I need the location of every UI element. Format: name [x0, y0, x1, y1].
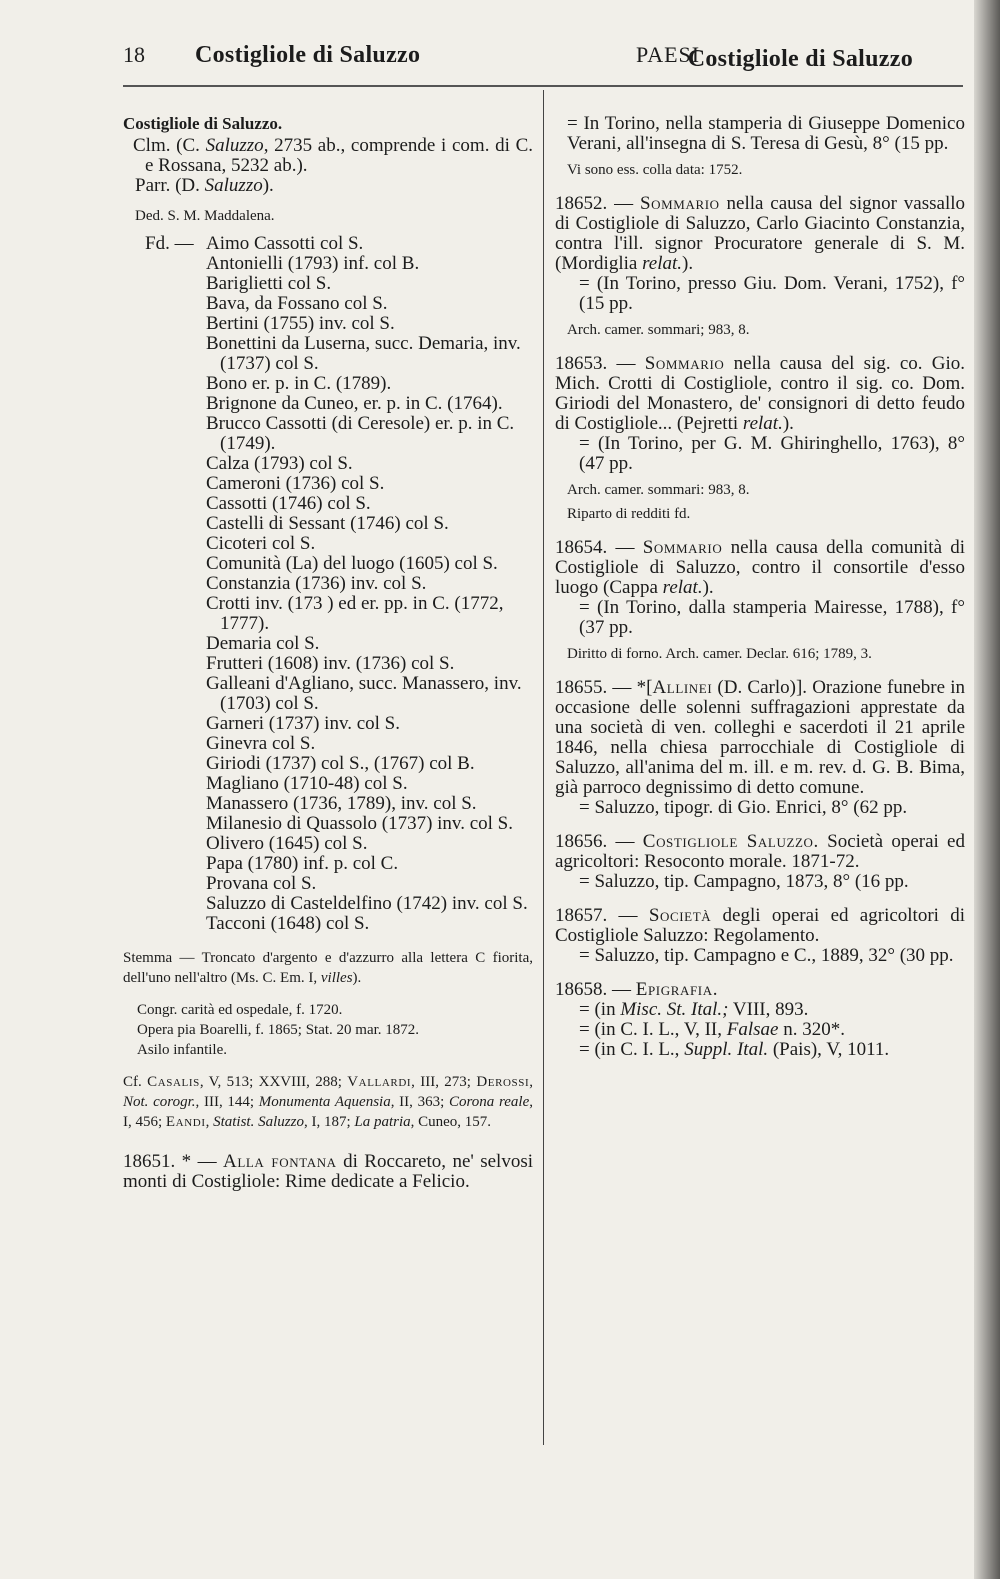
- stemma-paragraph: [123, 948, 533, 988]
- ref-text: , I, 187;: [303, 1114, 355, 1130]
- entry-heading: Epigrafia.: [635, 979, 719, 1000]
- ref-title: La patria: [354, 1114, 411, 1130]
- entry-18653-note: Riparto di redditi fd.: [567, 506, 691, 522]
- list-item: Demaria col S.: [206, 633, 320, 654]
- ref-text: , V, 513; XXVIII, 288;: [199, 1074, 348, 1090]
- entry-18651: [123, 1152, 533, 1192]
- list-item: Saluzzo di Casteldelfino (1742) inv. col S.: [206, 893, 528, 914]
- entry-end: ).: [782, 413, 794, 434]
- header-section: PAESI: [636, 42, 701, 67]
- entry-18654-note: Diritto di forno. Arch. camer. Declar. 616; 1789, 3.: [567, 646, 872, 662]
- entry-number: 18653. —: [555, 353, 645, 374]
- entry-18653-note: Arch. camer. sommari: 983, 8.: [567, 482, 750, 498]
- entry-text: di Roccareto, ne' selvosi monti di Costigliole: Rime dedicate a Felicio.: [123, 1151, 534, 1192]
- line-text: (Pais), V, 1011.: [768, 1039, 890, 1060]
- list-item: Olivero (1645) col S.: [206, 833, 368, 854]
- congr-line: Congr. carità ed ospedale, f. 1720.: [137, 1002, 343, 1018]
- list-item: Bariglietti col S.: [206, 273, 332, 294]
- list-item: Crotti inv. (173 ) ed er. pp. in C. (1772, 1777).: [206, 593, 504, 634]
- ref-title: Monumenta Aquensia: [258, 1094, 391, 1110]
- entry-heading: Società: [648, 905, 712, 926]
- ref-title: Not. corogr.: [123, 1094, 196, 1110]
- parr-line: [123, 176, 533, 196]
- parr-text: Parr. (D.: [135, 175, 205, 196]
- column-divider: [543, 90, 544, 1445]
- list-item: Ginevra col S.: [206, 733, 316, 754]
- clm-line: [123, 136, 533, 176]
- list-item: Cassotti (1746) col S.: [206, 493, 371, 514]
- ref-text: , III, 273;: [411, 1074, 477, 1090]
- entry-end: ).: [682, 253, 694, 274]
- line-text: = (in C. I. L., V, II,: [579, 1019, 727, 1040]
- entry-italic: relat.: [662, 577, 703, 598]
- ref-text: ,: [205, 1114, 214, 1130]
- entry-number: 18657. —: [555, 905, 649, 926]
- entry-18652-note: Arch. camer. sommari; 983, 8.: [567, 322, 750, 338]
- parr-italic: Saluzzo: [204, 175, 263, 196]
- entry-italic: relat.: [642, 253, 683, 274]
- clm-second: i com. di C. e Rossana, 5232 ab.).: [145, 135, 534, 176]
- line-italic: Suppl. Ital.: [684, 1039, 769, 1060]
- entry-18653: [555, 354, 965, 434]
- continued-entry-pub: = In Torino, nella stamperia di Giuseppe Domenico Verani, all'insegna di S. Teresa di Gesù, 8° (15 pp.: [567, 113, 965, 154]
- entry-heading: Costigliole Saluzzo.: [642, 831, 819, 852]
- list-item: Tacconi (1648) col S.: [206, 913, 370, 934]
- entry-end: ).: [702, 577, 714, 598]
- clm-text: Clm. (C.: [133, 135, 206, 156]
- references-paragraph: [123, 1072, 533, 1132]
- list-item: Manassero (1736, 1789), inv. col S.: [206, 793, 477, 814]
- entry-18658: [555, 980, 965, 1000]
- entry-18654-pub: = (In Torino, dalla stamperia Mairesse, 1788), f° (37 pp.: [579, 597, 965, 638]
- entry-number: 18654. —: [555, 537, 643, 558]
- list-item: Constanzia (1736) inv. col S.: [206, 573, 427, 594]
- parr-end: ).: [262, 175, 274, 196]
- line-text: = (in: [579, 999, 621, 1020]
- entry-text: (D. Carlo)]. Orazione funebre in occasione delle solenni suffragazioni apprestate da una società di ven. colleghi e sacerdoti il 21 aprile 1846, nella chiesa parrocchiale di Costigliole di Saluzzo, all'anima del m. ill. e m. rev. d. G. B. Bima, già parroco degnissimo di detto comune.: [555, 677, 966, 798]
- list-item: Garneri (1737) inv. col S.: [206, 713, 400, 734]
- place-title: Costigliole di Saluzzo.: [123, 114, 283, 133]
- feudatari-list: [123, 234, 533, 934]
- entry-18657: [555, 906, 965, 946]
- list-item: Milanesio di Quassolo (1737) inv. col S.: [206, 813, 513, 834]
- ref-text: , Cuneo, 157.: [410, 1114, 492, 1130]
- entry-18657-pub: = Saluzzo, tip. Campagno e C., 1889, 32° (30 pp.: [579, 945, 954, 966]
- line-italic: Misc. St. Ital.;: [620, 999, 729, 1020]
- right-column: [555, 114, 965, 1060]
- list-item: Calza (1793) col S.: [206, 453, 353, 474]
- list-item: Galleani d'Agliano, succ. Manassero, inv. (1703) col S.: [206, 673, 522, 714]
- line-text: VIII, 893.: [728, 999, 809, 1020]
- entry-number: 18656. —: [555, 831, 643, 852]
- list-item: Provana col S.: [206, 873, 317, 894]
- entry-18656-pub: = Saluzzo, tip. Campagno, 1873, 8° (16 pp.: [579, 871, 909, 892]
- stemma-text: Stemma — Troncato d'argento e d'azzurro alla lettera C fiorita, dell'uno nell'altro (Ms. C. Em. I,: [123, 950, 533, 986]
- entry-text: degli operai ed agricoltori di Costigliole Saluzzo: Regolamento.: [555, 905, 966, 946]
- entry-number: 18658. —: [555, 979, 636, 1000]
- entry-text: nella causa del sig. co. Gio. Mich. Crotti di Costigliole, contro il sig. co. Dom. Giriodi del Monastero, de' consignori di detto feudo di Costigliole... (Pejretti: [555, 353, 966, 434]
- ref-text: , I, 456;: [123, 1094, 533, 1130]
- entry-18652: [555, 194, 965, 274]
- clm-rest: , 2735 ab., comprende: [263, 135, 436, 156]
- list-item: Antonielli (1793) inf. col B.: [206, 253, 420, 274]
- ded-line: Ded. S. M. Maddalena.: [135, 208, 275, 224]
- entry-number: 18651. * —: [123, 1151, 223, 1172]
- list-item: Papa (1780) inf. p. col C.: [206, 853, 399, 874]
- entry-18655-pub: = Saluzzo, tipogr. di Gio. Enrici, 8° (62 pp.: [579, 797, 908, 818]
- ref-text: Cf.: [123, 1074, 148, 1090]
- entry-18656: [555, 832, 965, 872]
- entry-heading: Alla fontana: [223, 1151, 337, 1172]
- page-edge-shadow: [974, 0, 1000, 1579]
- list-item: Cameroni (1736) col S.: [206, 473, 385, 494]
- entry-heading: Sommario: [644, 353, 725, 374]
- left-column: [123, 114, 533, 1192]
- list-item: Aimo Cassotti col S.: [206, 233, 364, 254]
- entry-heading: Sommario: [642, 537, 723, 558]
- ref-title: Statist. Saluzzo: [213, 1114, 304, 1130]
- list-item: Brucco Cassotti (di Ceresole) er. p. in C. (1749).: [206, 413, 515, 454]
- stemma-italic: villes: [320, 970, 353, 986]
- list-item: Bava, da Fossano col S.: [206, 293, 388, 314]
- opera-line: Opera pia Boarelli, f. 1865; Stat. 20 mar. 1872.: [137, 1022, 420, 1038]
- entry-18652-pub: = (In Torino, presso Giu. Dom. Verani, 1752), f° (15 pp.: [579, 273, 965, 314]
- entry-text: nella causa della comunità di Costigliole di Saluzzo, contro il consortile d'esso luogo (Cappa: [555, 537, 965, 598]
- continued-entry-note: Vi sono ess. colla data: 1752.: [567, 162, 743, 178]
- ref-author: Eandi: [165, 1114, 206, 1130]
- page-number: 18: [123, 42, 145, 67]
- entry-italic: relat.: [742, 413, 783, 434]
- list-item: Bertini (1755) inv. col S.: [206, 313, 395, 334]
- entry-18658-line: [555, 1020, 965, 1040]
- list-item: Bono er. p. in C. (1789).: [206, 373, 392, 394]
- list-item: Brignone da Cuneo, er. p. in C. (1764).: [206, 393, 503, 414]
- entry-number: 18655. — *[: [555, 677, 653, 698]
- stemma-end: ).: [352, 970, 362, 986]
- ref-author: Vallardi: [347, 1074, 412, 1090]
- ref-text: ,: [529, 1074, 533, 1090]
- entry-18655: [555, 678, 965, 798]
- entry-heading: Sommario: [639, 193, 720, 214]
- entry-number: 18652. —: [555, 193, 640, 214]
- entry-heading: Allinei: [652, 677, 713, 698]
- list-item: Castelli di Sessant (1746) col S.: [206, 513, 449, 534]
- ref-author: Derossi: [476, 1074, 530, 1090]
- line-italic: Falsae: [726, 1019, 779, 1040]
- ref-title: Corona reale: [448, 1094, 530, 1110]
- asilo-line: Asilo infantile.: [137, 1042, 227, 1058]
- list-item: Magliano (1710-48) col S.: [206, 773, 408, 794]
- entry-18658-line: [555, 1040, 965, 1060]
- list-item: Cicoteri col S.: [206, 533, 316, 554]
- entry-text: nella causa del signor vassallo di Costigliole di Saluzzo, Carlo Giacinto Constanzia, contra l'ill. signor Procuratore generale di S. M. (Mordiglia: [555, 193, 966, 274]
- ref-text: , II, 363;: [390, 1094, 449, 1110]
- list-item: Frutteri (1608) inv. (1736) col S.: [206, 653, 455, 674]
- header-title-left: Costigliole di Saluzzo: [195, 42, 421, 68]
- header-rule: [123, 85, 963, 87]
- ref-text: , III, 144;: [195, 1094, 259, 1110]
- list-item: Giriodi (1737) col S., (1767) col B.: [206, 753, 475, 774]
- list-item: Bonettini da Luserna, succ. Demaria, inv. (1737) col S.: [206, 333, 521, 374]
- entry-18658-line: [555, 1000, 965, 1020]
- running-header: [123, 40, 913, 80]
- header-title-right: Costigliole di Saluzzo: [687, 46, 913, 72]
- list-item: Comunità (La) del luogo (1605) col S.: [206, 553, 498, 574]
- line-text: = (in C. I. L.,: [579, 1039, 685, 1060]
- entry-18653-pub: = (In Torino, per G. M. Ghiringhello, 1763), 8° (47 pp.: [579, 433, 965, 474]
- fd-label: Fd. —: [145, 233, 194, 254]
- entry-text: Società operai ed agricoltori: Resoconto morale. 1871-72.: [555, 831, 965, 872]
- ref-author: Casalis: [147, 1074, 200, 1090]
- line-text: n. 320*.: [778, 1019, 845, 1040]
- clm-italic: Saluzzo: [205, 135, 264, 156]
- entry-18654: [555, 538, 965, 598]
